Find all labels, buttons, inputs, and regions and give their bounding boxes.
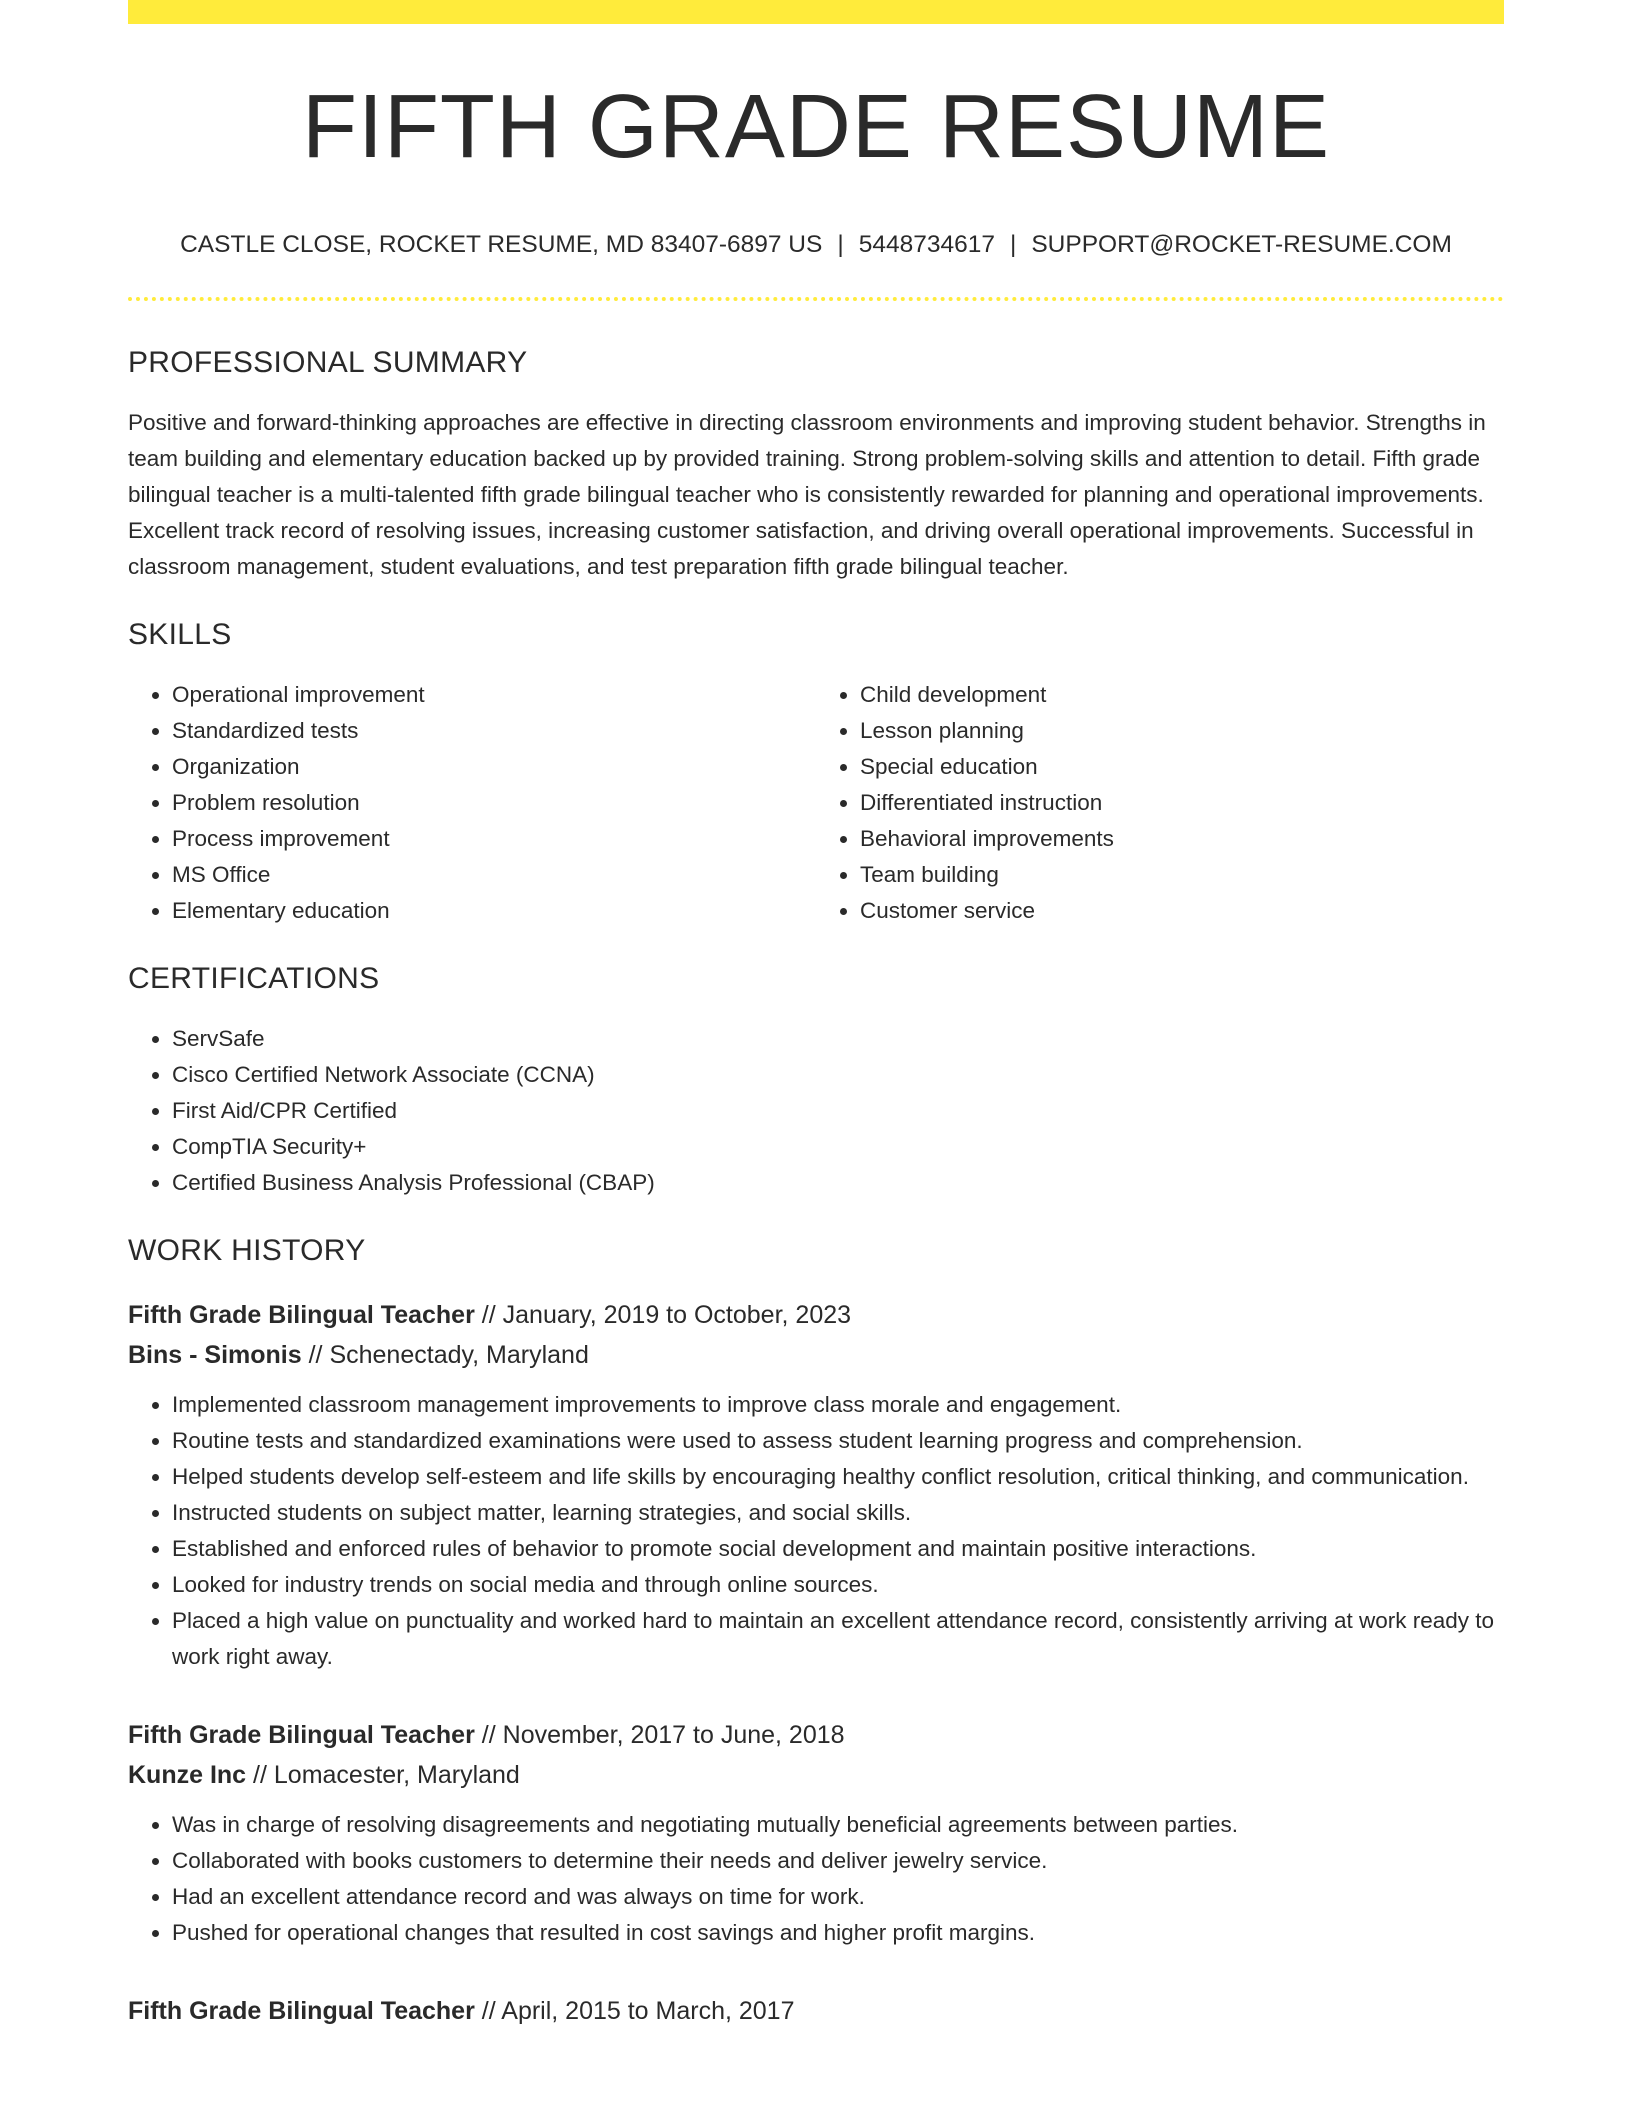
job-bullet: • Implemented classroom management improvements to improve class morale and engagement. bbox=[172, 1387, 1504, 1423]
work-history-heading: WORK HISTORY bbox=[128, 1234, 366, 1268]
job-bullets bbox=[128, 1807, 1504, 1951]
job-bullet: • Instructed students on subject matter, learning strategies, and social skills. bbox=[172, 1495, 1504, 1531]
job-bullet: • Established and enforced rules of behavior to promote social development and maintain positive interactions. bbox=[172, 1531, 1504, 1567]
job-bullet: • Was in charge of resolving disagreements and negotiating mutually beneficial agreements between parties. bbox=[172, 1807, 1504, 1843]
job-company: Kunze Inc bbox=[128, 1761, 247, 1790]
skill-item: • Organization bbox=[172, 749, 816, 785]
certification-item: • CompTIA Security+ bbox=[172, 1129, 1504, 1165]
job-dates: November, 2017 to June, 2018 bbox=[502, 1721, 845, 1750]
certification-item: • Cisco Certified Network Associate (CCNA) bbox=[172, 1057, 1504, 1093]
summary-heading: PROFESSIONAL SUMMARY bbox=[128, 346, 528, 380]
skill-item: • Lesson planning bbox=[860, 713, 1504, 749]
job-entry bbox=[128, 1295, 1504, 1675]
top-accent-bar bbox=[128, 0, 1504, 24]
contact-address: CASTLE CLOSE, ROCKET RESUME, MD 83407-6897 US bbox=[180, 231, 823, 258]
job-divider: // bbox=[253, 1761, 267, 1790]
job-title-line bbox=[128, 1295, 1504, 1335]
job-company-line bbox=[128, 1335, 1504, 1375]
dotted-divider bbox=[128, 297, 1504, 301]
job-bullet: • Pushed for operational changes that resulted in cost savings and higher profit margins. bbox=[172, 1915, 1504, 1951]
summary-text: Positive and forward-thinking approaches are effective in directing classroom environments and improving student behavior. Strengths in team building and elementary education backed up by provided training. Strong problem-solving skills and attention to detail. Fifth grade bilingual teacher is a multi-talented fifth grade bilingual teacher who is consistently rewarded for planning and operational improvements. Excellent track record of resolving issues, increasing customer satisfaction, and driving overall operational improvements. Successful in classroom management, student evaluations, and test preparation fifth grade bilingual teacher. bbox=[128, 410, 1486, 580]
certification-item: • Certified Business Analysis Professional (CBAP) bbox=[172, 1165, 1504, 1201]
job-title: Fifth Grade Bilingual Teacher bbox=[128, 1301, 475, 1330]
contact-phone: 5448734617 bbox=[858, 231, 995, 258]
job-bullet: • Helped students develop self-esteem and life skills by encouraging healthy conflict resolution, critical thinking, and communication. bbox=[172, 1459, 1504, 1495]
job-title-line bbox=[128, 1991, 1504, 2031]
skills-columns bbox=[128, 677, 1504, 929]
job-dates: January, 2019 to October, 2023 bbox=[502, 1301, 852, 1330]
certification-item: • First Aid/CPR Certified bbox=[172, 1093, 1504, 1129]
skill-item: • Differentiated instruction bbox=[860, 785, 1504, 821]
job-bullet: • Collaborated with books customers to determine their needs and deliver jewelry service. bbox=[172, 1843, 1504, 1879]
skill-item: • Problem resolution bbox=[172, 785, 816, 821]
skill-item: • Behavioral improvements bbox=[860, 821, 1504, 857]
contact-line bbox=[128, 230, 1504, 259]
skill-item: • Process improvement bbox=[172, 821, 816, 857]
job-location: Lomacester, Maryland bbox=[273, 1761, 520, 1790]
resume-page bbox=[128, 0, 1504, 2031]
job-title: Fifth Grade Bilingual Teacher bbox=[128, 1997, 475, 2026]
job-bullet: • Routine tests and standardized examinations were used to assess student learning progress and comprehension. bbox=[172, 1423, 1504, 1459]
skill-item: • Operational improvement bbox=[172, 677, 816, 713]
skill-item: • Team building bbox=[860, 857, 1504, 893]
job-bullet: • Looked for industry trends on social media and through online sources. bbox=[172, 1567, 1504, 1603]
job-company: Bins - Simonis bbox=[128, 1341, 302, 1370]
job-dates: April, 2015 to March, 2017 bbox=[501, 1997, 795, 2026]
job-entry bbox=[128, 1715, 1504, 1951]
resume-title: FIFTH GRADE RESUME bbox=[301, 77, 1331, 177]
job-divider: // bbox=[481, 1301, 496, 1330]
job-divider: // bbox=[481, 1721, 496, 1750]
skill-item: • Customer service bbox=[860, 893, 1504, 929]
certifications-list bbox=[128, 1021, 1504, 1201]
job-location: Schenectady, Maryland bbox=[329, 1341, 589, 1370]
job-bullet: • Had an excellent attendance record and was always on time for work. bbox=[172, 1879, 1504, 1915]
skills-right-list bbox=[816, 677, 1504, 929]
job-title-line bbox=[128, 1715, 1504, 1755]
job-bullet: • Placed a high value on punctuality and worked hard to maintain an excellent attendance record, consistently arriving at work ready to work right away. bbox=[172, 1603, 1504, 1675]
job-company-line bbox=[128, 1755, 1504, 1795]
contact-separator: | bbox=[837, 231, 844, 258]
skills-heading: SKILLS bbox=[128, 618, 232, 652]
skills-left-list bbox=[128, 677, 816, 929]
skill-item: • Elementary education bbox=[172, 893, 816, 929]
job-bullets bbox=[128, 1387, 1504, 1675]
skill-item: • Child development bbox=[860, 677, 1504, 713]
job-entry bbox=[128, 1991, 1504, 2031]
job-title: Fifth Grade Bilingual Teacher bbox=[128, 1721, 475, 1750]
certifications-heading: CERTIFICATIONS bbox=[128, 962, 380, 996]
job-divider: // bbox=[481, 1997, 496, 2026]
job-divider: // bbox=[308, 1341, 323, 1370]
skill-item: • Special education bbox=[860, 749, 1504, 785]
contact-email: SUPPORT@ROCKET-RESUME.COM bbox=[1031, 231, 1452, 258]
skill-item: • Standardized tests bbox=[172, 713, 816, 749]
contact-separator: | bbox=[1009, 231, 1017, 258]
skill-item: • MS Office bbox=[172, 857, 816, 893]
certification-item: • ServSafe bbox=[172, 1021, 1504, 1057]
